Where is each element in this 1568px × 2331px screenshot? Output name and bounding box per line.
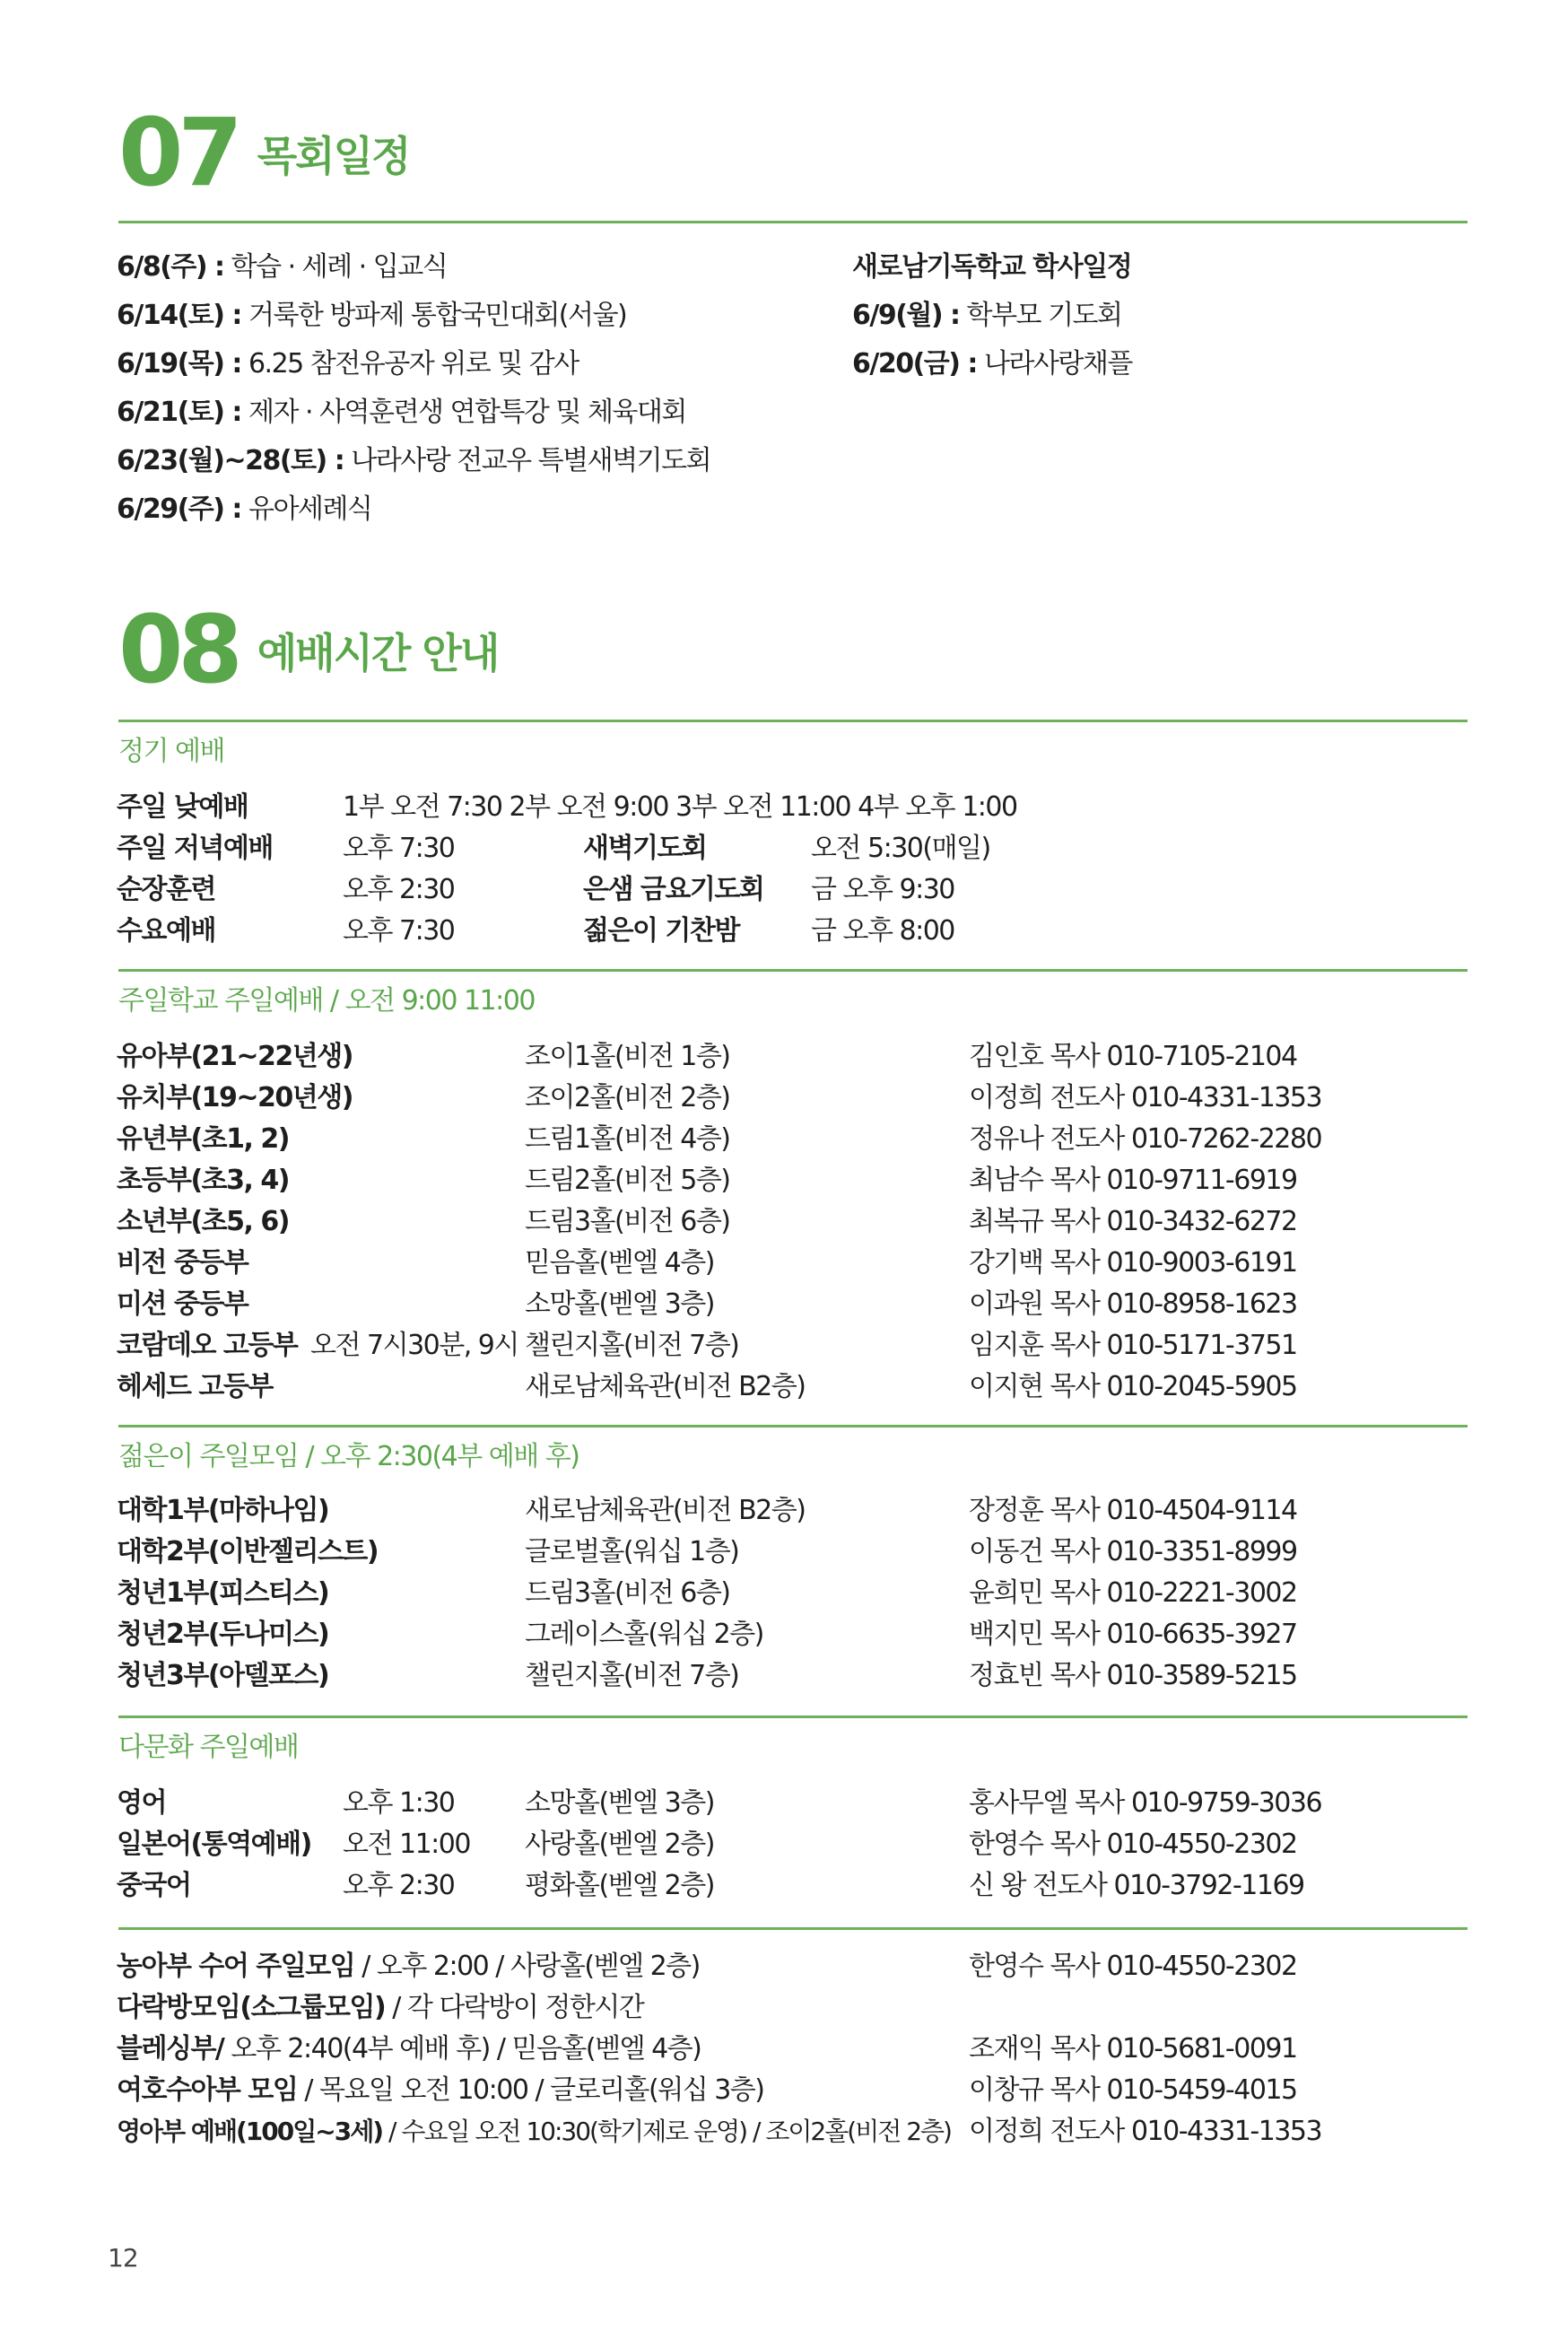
service-label: 은샘 금요기도회: [583, 874, 764, 905]
service-times: 1부 오전 7:30 2부 오전 9:00 3부 오전 11:00 4부 오후 1:00: [343, 791, 1017, 823]
section-number: 07: [118, 98, 238, 207]
language: 영어: [117, 1787, 166, 1819]
service-time: 오전 7시30분, 9시: [310, 1330, 518, 1361]
meeting-item: 여호수아부 모임 / 목요일 오전 10:00 / 글로리홀(워십 3층): [117, 2074, 764, 2106]
place: 드림1홀(비전 4층): [525, 1123, 730, 1155]
contact: 임지훈 목사 010-5171-3751: [969, 1330, 1297, 1361]
service-time: 오후 2:30: [343, 1870, 455, 1901]
dept-name: 미션 중등부: [117, 1288, 248, 1320]
regular-worship-heading: 정기 예배: [118, 736, 224, 767]
divider: [118, 720, 1468, 722]
schedule-item: 6/21(토) : 제자 · 사역훈련생 연합특강 및 체육대회: [117, 397, 686, 428]
contact: 이창규 목사 010-5459-4015: [969, 2074, 1297, 2106]
section-08-header: [118, 595, 499, 704]
service-time: 오전 11:00: [343, 1829, 470, 1860]
place: 드림3홀(비전 6층): [525, 1577, 730, 1609]
school-schedule-item: 6/20(금) : 나라사랑채플: [852, 348, 1132, 380]
place: 사랑홀(벧엘 2층): [525, 1829, 714, 1860]
dept-name: 청년1부(피스티스): [117, 1577, 329, 1609]
service-time: 금 오후 8:00: [811, 915, 954, 947]
contact: 이정희 전도사 010-4331-1353: [969, 1082, 1322, 1113]
young-adults-heading: 젊은이 주일모임 / 오후 2:30(4부 예배 후): [118, 1441, 579, 1472]
service-time: 오후 2:30: [343, 874, 455, 905]
dept-name: 초등부(초3, 4): [117, 1165, 289, 1196]
service-time: 오후 7:30: [343, 915, 455, 947]
meeting-item: 블레싱부/ 오후 2:40(4부 예배 후) / 믿음홀(벧엘 4층): [117, 2033, 701, 2065]
language: 일본어(통역예배): [117, 1829, 311, 1860]
contact: 이과원 목사 010-8958-1623: [969, 1288, 1297, 1320]
meeting-item: 영아부 예배(100일~3세) / 수요일 오전 10:30(학기제로 운영) / 조이2홀(비전 2층): [117, 2117, 951, 2146]
divider: [118, 221, 1468, 223]
dept-name: 비전 중등부: [117, 1247, 248, 1279]
divider: [118, 1425, 1468, 1427]
dept-name: 소년부(초5, 6): [117, 1206, 289, 1237]
contact: 강기백 목사 010-9003-6191: [969, 1247, 1297, 1279]
contact: 김인호 목사 010-7105-2104: [969, 1041, 1297, 1072]
multicultural-heading: 다문화 주일예배: [118, 1732, 299, 1763]
language: 중국어: [117, 1870, 191, 1901]
service-label: 젊은이 기찬밤: [583, 915, 739, 947]
section-title: 예배시간 안내: [257, 629, 499, 677]
place: 소망홀(벧엘 3층): [525, 1288, 714, 1320]
meeting-item: 농아부 수어 주일모임 / 오후 2:00 / 사랑홀(벧엘 2층): [117, 1951, 700, 1982]
contact: 이정희 전도사 010-4331-1353: [969, 2116, 1322, 2147]
place: 소망홀(벧엘 3층): [525, 1787, 714, 1819]
place: 챌린지홀(비전 7층): [525, 1330, 739, 1361]
place: 새로남체육관(비전 B2층): [525, 1371, 806, 1402]
place: 조이1홀(비전 1층): [525, 1041, 730, 1072]
service-label: 새벽기도회: [583, 833, 707, 864]
service-label: 수요예배: [117, 915, 215, 947]
dept-name: 코람데오 고등부: [117, 1330, 298, 1361]
contact: 이지현 목사 010-2045-5905: [969, 1371, 1297, 1402]
dept-name: 대학1부(마하나임): [117, 1495, 329, 1526]
sunday-school-heading: 주일학교 주일예배 / 오전 9:00 11:00: [118, 985, 535, 1017]
dept-name: 헤세드 고등부: [117, 1371, 273, 1402]
contact: 이동건 목사 010-3351-8999: [969, 1536, 1297, 1567]
divider: [118, 969, 1468, 972]
dept-name: 청년3부(아델포스): [117, 1660, 329, 1691]
service-time: 오후 7:30: [343, 833, 455, 864]
place: 조이2홀(비전 2층): [525, 1082, 730, 1113]
section-07-header: [118, 98, 410, 207]
contact: 조재익 목사 010-5681-0091: [969, 2033, 1297, 2065]
contact: 정효빈 목사 010-3589-5215: [969, 1660, 1297, 1691]
service-time: 오전 5:30(매일): [811, 833, 990, 864]
place: 새로남체육관(비전 B2층): [525, 1495, 806, 1526]
contact: 장정훈 목사 010-4504-9114: [969, 1495, 1297, 1526]
dept-name: 유치부(19~20년생): [117, 1082, 353, 1113]
schedule-item: 6/29(주) : 유아세례식: [117, 493, 372, 525]
dept-name: 청년2부(두나미스): [117, 1619, 329, 1650]
contact: 백지민 목사 010-6635-3927: [969, 1619, 1297, 1650]
contact: 윤희민 목사 010-2221-3002: [969, 1577, 1297, 1609]
section-number: 08: [118, 595, 238, 704]
dept-name: 대학2부(이반젤리스트): [117, 1536, 379, 1567]
divider: [118, 1927, 1468, 1930]
contact: 최남수 목사 010-9711-6919: [969, 1165, 1297, 1196]
meeting-item: 다락방모임(소그룹모임) / 각 다락방이 정한시간: [117, 1992, 644, 2023]
place: 글로벌홀(워십 1층): [525, 1536, 739, 1567]
page-number: 12: [108, 2243, 138, 2273]
dept-name: 유아부(21~22년생): [117, 1041, 353, 1072]
service-label: 순장훈련: [117, 874, 215, 905]
contact: 한영수 목사 010-4550-2302: [969, 1951, 1297, 1982]
place: 평화홀(벧엘 2층): [525, 1870, 714, 1901]
section-title: 목회일정: [257, 132, 410, 180]
school-schedule-title: 새로남기독학교 학사일정: [852, 251, 1132, 283]
schedule-item: 6/14(토) : 거룩한 방파제 통합국민대회(서울): [117, 300, 627, 331]
contact: 한영수 목사 010-4550-2302: [969, 1829, 1297, 1860]
divider: [118, 1716, 1468, 1718]
service-time: 오후 1:30: [343, 1787, 455, 1819]
service-time: 금 오후 9:30: [811, 874, 954, 905]
schedule-item: 6/19(목) : 6.25 참전유공자 위로 및 감사: [117, 348, 579, 380]
contact: 최복규 목사 010-3432-6272: [969, 1206, 1297, 1237]
place: 그레이스홀(워십 2층): [525, 1619, 763, 1650]
dept-name: 유년부(초1, 2): [117, 1123, 289, 1155]
service-label: 주일 낮예배: [117, 791, 248, 823]
contact: 정유나 전도사 010-7262-2280: [969, 1123, 1322, 1155]
place: 챌린지홀(비전 7층): [525, 1660, 739, 1691]
service-label: 주일 저녁예배: [117, 833, 273, 864]
schedule-item: 6/23(월)~28(토) : 나라사랑 전교우 특별새벽기도회: [117, 445, 711, 476]
contact: 신 왕 전도사 010-3792-1169: [969, 1870, 1304, 1901]
schedule-item: 6/8(주) : 학습 · 세례 · 입교식: [117, 251, 448, 283]
contact: 홍사무엘 목사 010-9759-3036: [969, 1787, 1322, 1819]
school-schedule-item: 6/9(월) : 학부모 기도회: [852, 300, 1122, 331]
place: 믿음홀(벧엘 4층): [525, 1247, 714, 1279]
place: 드림3홀(비전 6층): [525, 1206, 730, 1237]
place: 드림2홀(비전 5층): [525, 1165, 730, 1196]
